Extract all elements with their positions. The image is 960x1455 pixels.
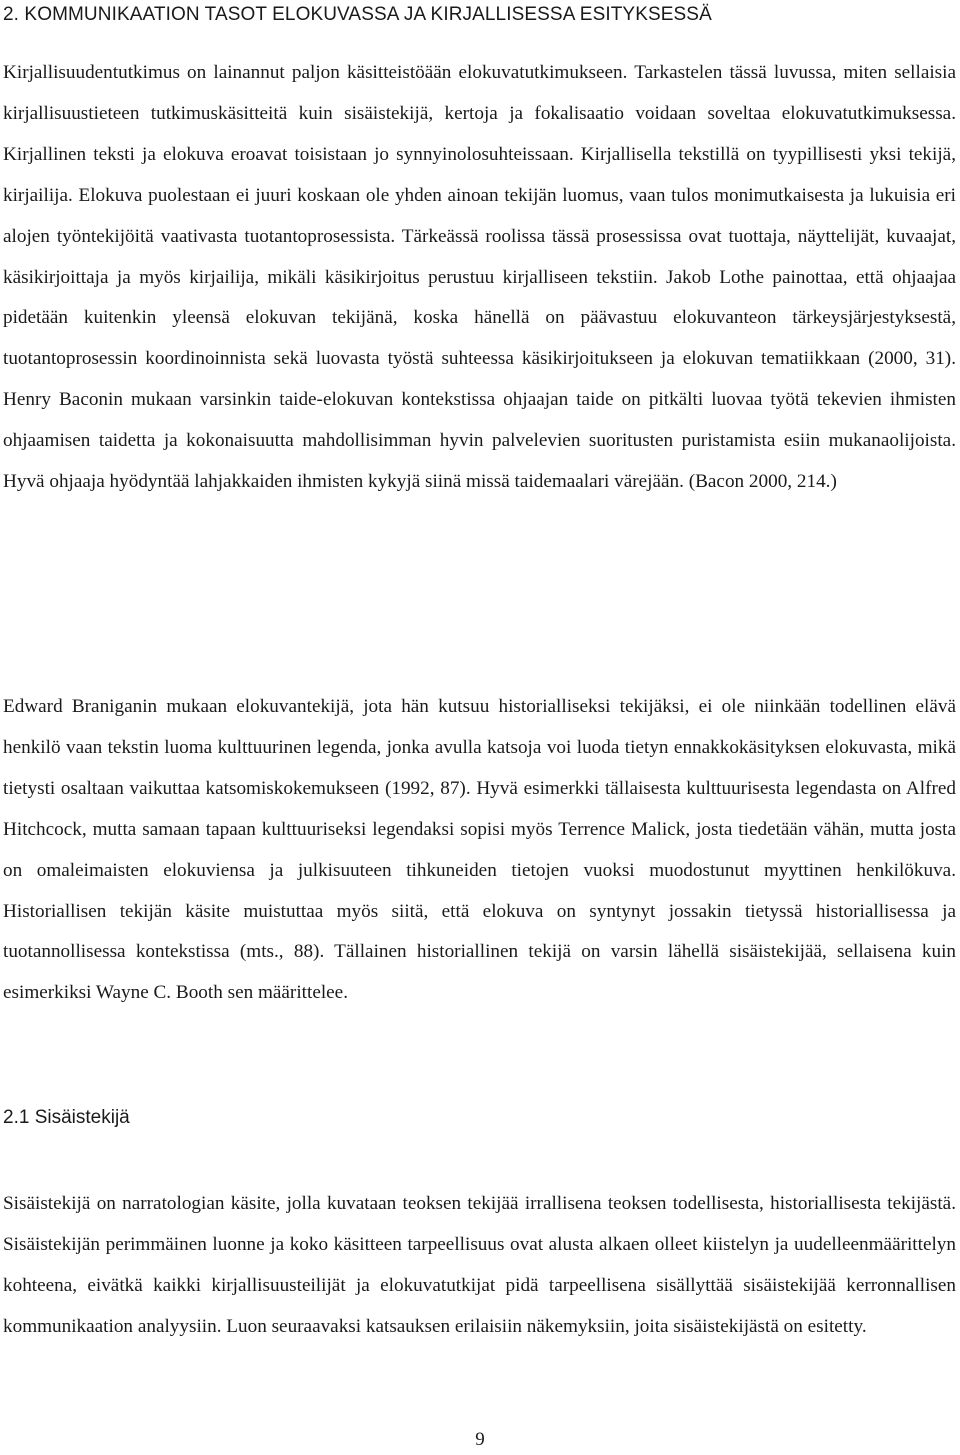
paragraph-sisaistekija: Sisäistekijä on narratologian käsite, jolla kuvataan teoksen tekijää irrallisena teoksen todellisesta, historiallisesta tekijästä. Sisäistekijän perimmäinen luonne ja koko käsitteen tarpeellisuus ovat alusta alkaen olleet kiistelyn ja uudelleenmäärittelyn kohteena, eivätkä kaikki kirjallisuusteilijät ja elokuvatutkijat pidä tarpeellisena sisällyttää sisäistekijää kerronnallisen kommunikaation analyysiin. Luon seuraavaksi katsauksen erilaisiin näkemyksiin, joita sisäistekijästä on esitetty. bbox=[3, 1193, 956, 1337]
paragraph-branigan: Edward Braniganin mukaan elokuvantekijä, jota hän kutsuu historialliseksi tekijäksi, ei ole niinkään todellinen elävä henkilö vaan tekstin luoma kulttuurinen legenda, jonka avulla katsoja voi luoda tietyn ennakkokäsityksen elokuvasta, mikä tietysti osaltaan vaikuttaa katsomiskokemukseen (1992, 87). Hyvä esimerkki tällaisesta kulttuurisesta legendasta on Alfred Hitchcock, mutta samaan tapaan kulttuuriseksi legendaksi sopisi myös Terrence Malick, josta tiedetään vähän, mutta josta on omaleimaisten elokuviensa ja julkisuuteen tihkuneiden tietojen vuoksi muodostunut myyttinen henkilökuva. Historiallisen tekijän käsite muistuttaa myös siitä, että elokuva on syntynyt jossakin tietyssä historiallisessa ja tuotannollisessa kontekstissa (mts., 88). Tällainen historiallinen tekijä on varsin lähellä sisäistekijää, sellaisena kuin esimerkiksi Wayne C. Booth sen määrittelee. bbox=[3, 696, 956, 1004]
section-title: 2.1 Sisäistekijä bbox=[3, 1107, 130, 1128]
chapter-title: 2. KOMMUNIKAATION TASOT ELOKUVASSA JA KIRJALLISESSA ESITYKSESSÄ bbox=[3, 4, 712, 25]
paragraph-intro: Kirjallisuudentutkimus on lainannut paljon käsitteistöään elokuvatutkimukseen. Tarkastelen tässä luvussa, miten sellaisia kirjallisuustieteen tutkimuskäsitteitä kuin sisäistekijä, kertoja ja fokalisaatio voidaan soveltaa elokuvatutkimuksessa. Kirjallinen teksti ja elokuva eroavat toisistaan jo synnyinolosuhteissaan. Kirjallisella tekstillä on tyypillisesti yksi tekijä, kirjailija. Elokuva puolestaan ei juuri koskaan ole yhden ainoan tekijän luomus, vaan tulos monimutkaisesta ja lukuisia eri alojen työntekijöitä vaativasta tuotantoprosessista. Tärkeässä roolissa tässä prosessissa ovat tuottaja, näyttelijät, kuvaajat, käsikirjoittaja ja myös kirjailija, mikäli käsikirjoitus perustuu kirjalliseen tekstiin. Jakob Lothe painottaa, että ohjaajaa pidetään kuitenkin yleensä elokuvan tekijänä, koska hänellä on päävastuu elokuvanteon tärkeysjärjestyksestä, tuotantoprosessin koordinoinnista sekä luovasta työstä suhteessa käsikirjoitukseen ja elokuvan tematiikkaan (2000, 31). Henry Baconin mukaan varsinkin taide-elokuvan kontekstissa ohjaajan taide on pitkälti luovaa työtä tekevien ihmisten ohjaamisen taidetta ja kokonaisuutta mahdollisimman hyvin palvelevien suoritusten puristamista esiin mukanaolijoista. Hyvä ohjaaja hyödyntää lahjakkaiden ihmisten kykyjä siinä missä taidemaalari värejään. (Bacon 2000, 214.) bbox=[3, 62, 956, 493]
page-number: 9 bbox=[475, 1429, 485, 1450]
